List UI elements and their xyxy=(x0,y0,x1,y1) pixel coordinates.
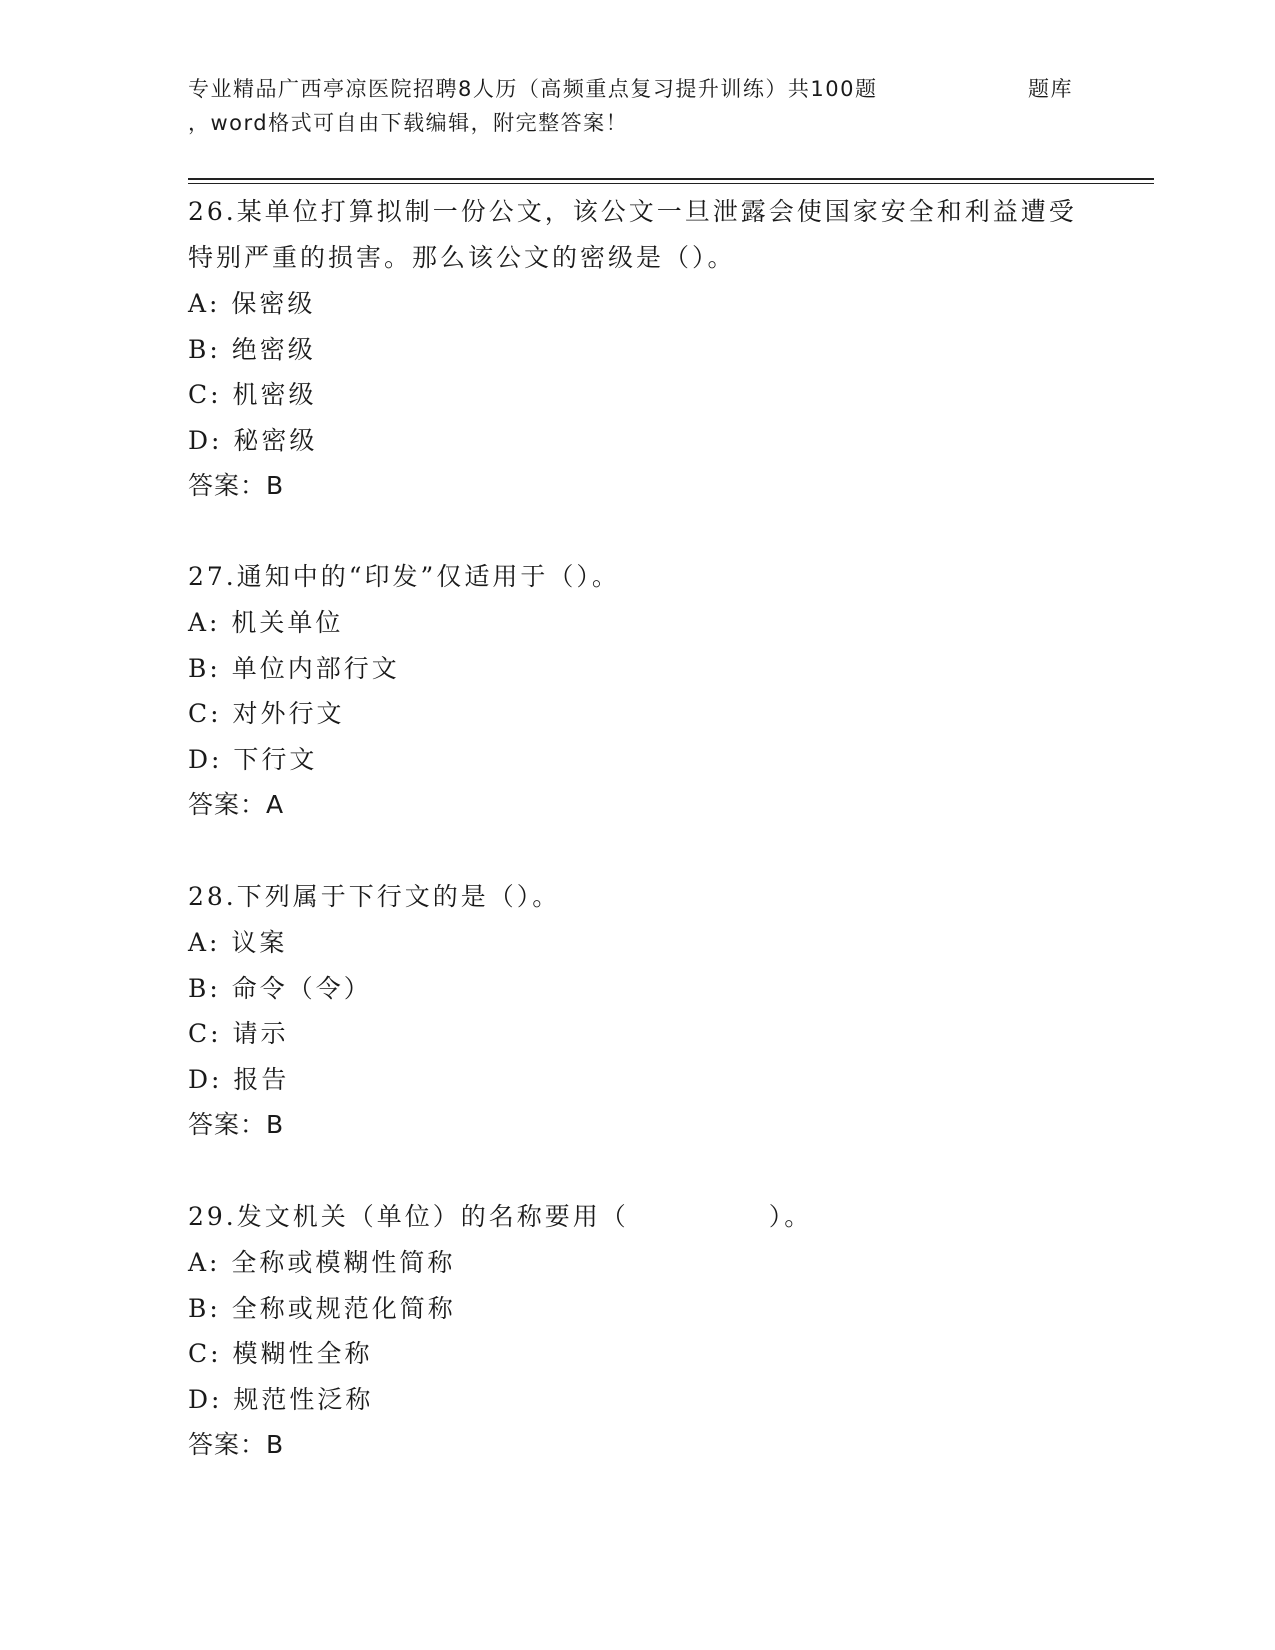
header-tag: 题库 xyxy=(1028,77,1073,101)
option-d: D: 规范性泛称 xyxy=(188,1384,374,1414)
option-b: B: 单位内部行文 xyxy=(188,653,400,683)
header-divider-thin xyxy=(188,183,1154,184)
option-a: A: 全称或模糊性简称 xyxy=(188,1248,456,1277)
question-stem: 28.下列属于下行文的是（）。 xyxy=(188,882,561,911)
header-subtitle: ，word格式可自由下载编辑，附完整答案！ xyxy=(188,111,629,135)
question-28 xyxy=(188,874,1088,1148)
option-b: B: 全称或规范化简称 xyxy=(188,1293,456,1323)
question-29 xyxy=(188,1194,1088,1468)
answer: 答案：A xyxy=(188,790,285,819)
question-stem: 26.某单位打算拟制一份公文，该公文一旦泄露会使国家安全和利益遭受特别严重的损害。那么该公文的密级是（）。 xyxy=(188,197,1077,272)
option-c: C: 对外行文 xyxy=(188,699,345,728)
question-27 xyxy=(188,554,1088,828)
option-b: B: 命令（令） xyxy=(188,973,372,1003)
option-a: A: 保密级 xyxy=(188,289,316,318)
answer: 答案：B xyxy=(188,471,285,500)
option-b: B: 绝密级 xyxy=(188,334,316,364)
option-d: D: 报告 xyxy=(188,1064,290,1094)
question-stem: 29.发文机关（单位）的名称要用（ ）。 xyxy=(188,1202,813,1231)
document-header xyxy=(188,72,1088,140)
question-26 xyxy=(188,189,1088,509)
option-a: A: 机关单位 xyxy=(188,608,344,637)
answer: 答案：B xyxy=(188,1110,285,1139)
option-d: D: 下行文 xyxy=(188,744,318,774)
header-divider-thick xyxy=(188,178,1154,180)
option-a: A: 议案 xyxy=(188,928,288,957)
question-stem: 27.通知中的“印发”仅适用于（）。 xyxy=(188,562,620,591)
option-c: C: 机密级 xyxy=(188,380,317,409)
header-title: 专业精品广西亭凉医院招聘8人历（高频重点复习提升训练）共100题 xyxy=(188,77,878,101)
option-d: D: 秘密级 xyxy=(188,425,318,455)
option-c: C: 请示 xyxy=(188,1019,289,1048)
answer: 答案：B xyxy=(188,1430,285,1459)
header-title-line xyxy=(188,72,1088,106)
option-c: C: 模糊性全称 xyxy=(188,1339,373,1368)
